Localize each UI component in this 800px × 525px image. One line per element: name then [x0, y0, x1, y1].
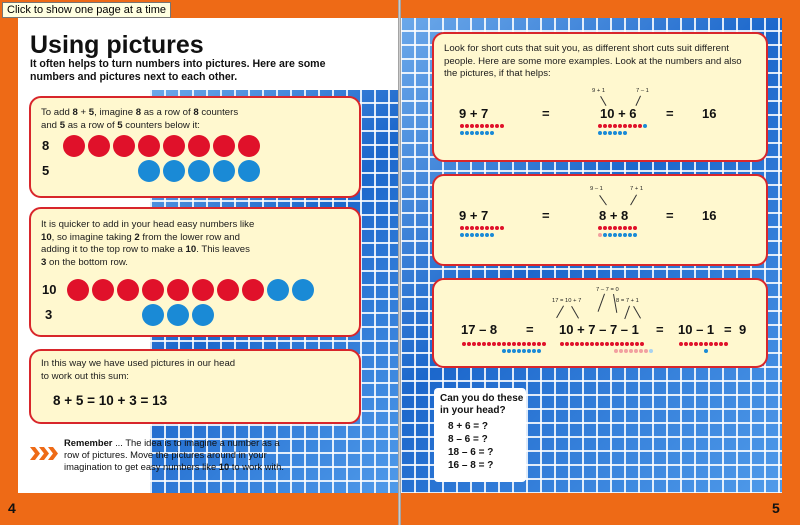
small-dot: [537, 349, 541, 353]
red-counter: [138, 135, 160, 157]
small-dot: [598, 233, 602, 237]
small-dot: [595, 342, 599, 346]
small-dot: [527, 349, 531, 353]
small-dot: [542, 342, 546, 346]
small-dot: [628, 226, 632, 230]
small-dot: [635, 342, 639, 346]
annotation: 9 – 1: [590, 186, 603, 192]
small-dot: [618, 226, 622, 230]
small-dot: [704, 349, 708, 353]
page-title: Using pictures: [30, 31, 204, 59]
small-dot: [512, 342, 516, 346]
equals-sign: =: [666, 106, 674, 121]
small-dot: [628, 233, 632, 237]
small-dot: [608, 226, 612, 230]
equals-sign: =: [526, 322, 534, 337]
panel-add-8-5: [29, 96, 361, 198]
small-dot: [585, 342, 589, 346]
small-dot: [470, 124, 474, 128]
blue-counter: [167, 304, 189, 326]
small-dot: [603, 124, 607, 128]
red-counter: [113, 135, 135, 157]
small-dot: [485, 124, 489, 128]
blue-counter: [138, 160, 160, 182]
panel-text: To add 8 + 5, imagine 8 as a row of 8 counters and 5 as a row of 5 counters below it:: [41, 107, 239, 131]
small-dot: [623, 131, 627, 135]
small-dot: [629, 349, 633, 353]
small-dot: [575, 342, 579, 346]
small-dot: [465, 226, 469, 230]
small-dot: [600, 342, 604, 346]
small-dot: [613, 226, 617, 230]
small-dot: [615, 342, 619, 346]
red-counter: [163, 135, 185, 157]
small-dot: [465, 124, 469, 128]
small-dot: [480, 233, 484, 237]
panel-text: In this way we have used pictures in our head to work out this sum:: [41, 358, 236, 382]
small-dot: [644, 349, 648, 353]
small-dot: [613, 124, 617, 128]
small-dot: [598, 131, 602, 135]
small-dot: [623, 233, 627, 237]
orange-top-border: [400, 0, 800, 18]
dot-row: [598, 131, 627, 135]
small-dot: [608, 124, 612, 128]
dot-row: [460, 233, 494, 237]
small-dot: [704, 342, 708, 346]
small-dot: [618, 233, 622, 237]
dot-row: [704, 349, 708, 353]
annotation-line: [598, 294, 605, 312]
result: 16: [702, 106, 717, 121]
small-dot: [590, 342, 594, 346]
small-dot: [623, 226, 627, 230]
small-dot: [502, 349, 506, 353]
row-label: 3: [45, 307, 53, 322]
tooltip: Click to show one page at a time: [2, 2, 171, 18]
panel-make-ten: [29, 207, 361, 337]
equals-sign: =: [666, 208, 674, 223]
small-dot: [565, 342, 569, 346]
small-dot: [482, 342, 486, 346]
small-dot: [560, 342, 564, 346]
small-dot: [490, 124, 494, 128]
blue-counter: [238, 160, 260, 182]
expression: 8 + 8: [599, 208, 629, 223]
chevron-arrows-icon: [30, 447, 60, 460]
quiz-box: [434, 388, 526, 482]
small-dot: [634, 349, 638, 353]
small-dot: [580, 342, 584, 346]
small-dot: [497, 342, 501, 346]
small-dot: [495, 226, 499, 230]
small-dot: [517, 349, 521, 353]
orange-left-border: [0, 0, 18, 525]
quiz-question: 8 – 6 = ?: [448, 434, 488, 445]
row-label: 5: [42, 163, 50, 178]
small-dot: [624, 349, 628, 353]
small-dot: [485, 233, 489, 237]
small-dot: [485, 131, 489, 135]
red-counter: [192, 279, 214, 301]
small-dot: [490, 233, 494, 237]
small-dot: [470, 226, 474, 230]
small-dot: [694, 342, 698, 346]
small-dot: [684, 342, 688, 346]
annotation: 9 + 1: [592, 88, 606, 94]
small-dot: [709, 342, 713, 346]
small-dot: [603, 131, 607, 135]
small-dot: [490, 131, 494, 135]
small-dot: [532, 342, 536, 346]
red-counter: [88, 135, 110, 157]
small-dot: [689, 342, 693, 346]
small-dot: [640, 342, 644, 346]
expression: 9 + 7: [459, 208, 489, 223]
small-dot: [507, 349, 511, 353]
dot-row: [462, 342, 546, 346]
book-spine: [398, 0, 401, 525]
annotation-line: [624, 306, 630, 319]
small-dot: [460, 131, 464, 135]
red-counter: [167, 279, 189, 301]
blue-counter: [267, 279, 289, 301]
red-counter: [188, 135, 210, 157]
dot-row: [598, 233, 637, 237]
small-dot: [512, 349, 516, 353]
small-dot: [522, 349, 526, 353]
small-dot: [603, 233, 607, 237]
small-dot: [477, 342, 481, 346]
expression: 10 + 6: [600, 106, 637, 121]
small-dot: [472, 342, 476, 346]
dot-row: [460, 226, 504, 230]
page-intro: It often helps to turn numbers into pictures. Here are some numbers and pictures next to each other.: [30, 58, 326, 83]
small-dot: [475, 226, 479, 230]
quiz-question: 16 – 8 = ?: [448, 460, 494, 471]
small-dot: [465, 131, 469, 135]
red-counter: [92, 279, 114, 301]
small-dot: [633, 226, 637, 230]
small-dot: [480, 124, 484, 128]
small-dot: [623, 124, 627, 128]
small-dot: [480, 226, 484, 230]
small-dot: [714, 342, 718, 346]
small-dot: [598, 226, 602, 230]
small-dot: [475, 233, 479, 237]
blue-counter: [292, 279, 314, 301]
small-dot: [522, 342, 526, 346]
small-dot: [470, 131, 474, 135]
small-dot: [527, 342, 531, 346]
row-label: 10: [42, 282, 57, 297]
annotation: 7 – 1: [636, 88, 649, 94]
small-dot: [610, 342, 614, 346]
blue-counter: [188, 160, 210, 182]
equals-sign: =: [542, 208, 550, 223]
small-dot: [460, 233, 464, 237]
red-counter: [242, 279, 264, 301]
small-dot: [465, 233, 469, 237]
quiz-question: 18 – 6 = ?: [448, 447, 494, 458]
small-dot: [625, 342, 629, 346]
small-dot: [462, 342, 466, 346]
summary-equation: 8 + 5 = 10 + 3 = 13: [53, 393, 168, 408]
expression: 17 – 8: [461, 322, 498, 337]
result: 16: [702, 208, 717, 223]
annotation-line: [630, 195, 637, 206]
panel-text: It is quicker to add in your head easy numbers like 10, so imagine taking 2 from the lower row and adding it to the top row to make a 10. This leaves 3 on the bottom row.: [41, 219, 255, 268]
dot-row: [460, 124, 504, 128]
equals-sign: =: [656, 322, 664, 337]
small-dot: [605, 342, 609, 346]
small-dot: [475, 131, 479, 135]
small-dot: [467, 342, 471, 346]
small-dot: [470, 233, 474, 237]
red-counter: [117, 279, 139, 301]
annotation: 7 – 7 = 0: [596, 287, 619, 293]
red-counter: [67, 279, 89, 301]
dot-row: [679, 342, 728, 346]
small-dot: [500, 226, 504, 230]
small-dot: [537, 342, 541, 346]
dot-row: [460, 131, 494, 135]
small-dot: [490, 226, 494, 230]
small-dot: [517, 342, 521, 346]
small-dot: [679, 342, 683, 346]
orange-bottom-border: [0, 493, 399, 525]
small-dot: [507, 342, 511, 346]
small-dot: [475, 124, 479, 128]
red-counter: [217, 279, 239, 301]
blue-counter: [213, 160, 235, 182]
red-counter: [142, 279, 164, 301]
red-counter: [213, 135, 235, 157]
annotation-line: [571, 306, 579, 319]
small-dot: [630, 342, 634, 346]
small-dot: [485, 226, 489, 230]
small-dot: [502, 342, 506, 346]
annotation: 8 = 7 + 1: [616, 298, 639, 304]
expression: 9 + 7: [459, 106, 489, 121]
small-dot: [500, 124, 504, 128]
blue-counter: [192, 304, 214, 326]
small-dot: [598, 124, 602, 128]
remember-note: Remember ... The idea is to imagine a number as a row of pictures. Move the pictures around in your imagination to get easy numbers like 10 to work with.: [64, 437, 284, 472]
blue-counter: [142, 304, 164, 326]
panel-example-3: [432, 278, 768, 368]
equals-sign: =: [542, 106, 550, 121]
page-number: 4: [8, 500, 16, 516]
dot-row: [598, 124, 647, 128]
expression: 10 – 1: [678, 322, 715, 337]
annotation-line: [556, 306, 564, 319]
small-dot: [639, 349, 643, 353]
small-dot: [480, 131, 484, 135]
annotation-line: [600, 96, 606, 106]
panel-example-2: [432, 174, 768, 266]
result: 9: [739, 322, 747, 337]
annotation: 7 + 1: [630, 186, 644, 192]
dot-row: [614, 349, 653, 353]
right-page: [400, 0, 800, 525]
small-dot: [638, 124, 642, 128]
panel-example-1: [432, 32, 768, 162]
small-dot: [719, 342, 723, 346]
annotation-line: [599, 195, 607, 205]
dot-row: [502, 349, 541, 353]
small-dot: [628, 124, 632, 128]
small-dot: [649, 349, 653, 353]
small-dot: [619, 349, 623, 353]
panel-text: Look for short cuts that suit you, as different short cuts suit different people. Here are some more examples. Look at the numbers and also the pictures, if that helps:: [444, 43, 742, 79]
quiz-title: Can you do these in your head?: [440, 393, 524, 416]
small-dot: [460, 124, 464, 128]
small-dot: [603, 226, 607, 230]
small-dot: [633, 233, 637, 237]
small-dot: [643, 124, 647, 128]
blue-counter: [163, 160, 185, 182]
expression: 10 + 7 – 7 – 1: [559, 322, 639, 337]
small-dot: [492, 342, 496, 346]
small-dot: [699, 342, 703, 346]
small-dot: [608, 131, 612, 135]
panel-summary: [29, 349, 361, 424]
small-dot: [724, 342, 728, 346]
red-counter: [238, 135, 260, 157]
small-dot: [614, 349, 618, 353]
dot-row: [560, 342, 644, 346]
small-dot: [532, 349, 536, 353]
red-counter: [63, 135, 85, 157]
equals-sign: =: [724, 322, 732, 337]
orange-bottom-border: [400, 493, 800, 525]
dot-row: [598, 226, 637, 230]
small-dot: [460, 226, 464, 230]
small-dot: [613, 131, 617, 135]
annotation-line: [633, 306, 641, 319]
row-label: 8: [42, 138, 50, 153]
small-dot: [633, 124, 637, 128]
left-page: [0, 0, 399, 525]
small-dot: [618, 131, 622, 135]
annotation: 17 = 10 + 7: [552, 298, 582, 304]
small-dot: [620, 342, 624, 346]
annotation-line: [635, 96, 641, 106]
quiz-question: 8 + 6 = ?: [448, 421, 489, 432]
page-number: 5: [772, 500, 780, 516]
small-dot: [487, 342, 491, 346]
small-dot: [613, 233, 617, 237]
orange-right-border: [782, 0, 800, 525]
small-dot: [570, 342, 574, 346]
small-dot: [495, 124, 499, 128]
small-dot: [618, 124, 622, 128]
small-dot: [608, 233, 612, 237]
